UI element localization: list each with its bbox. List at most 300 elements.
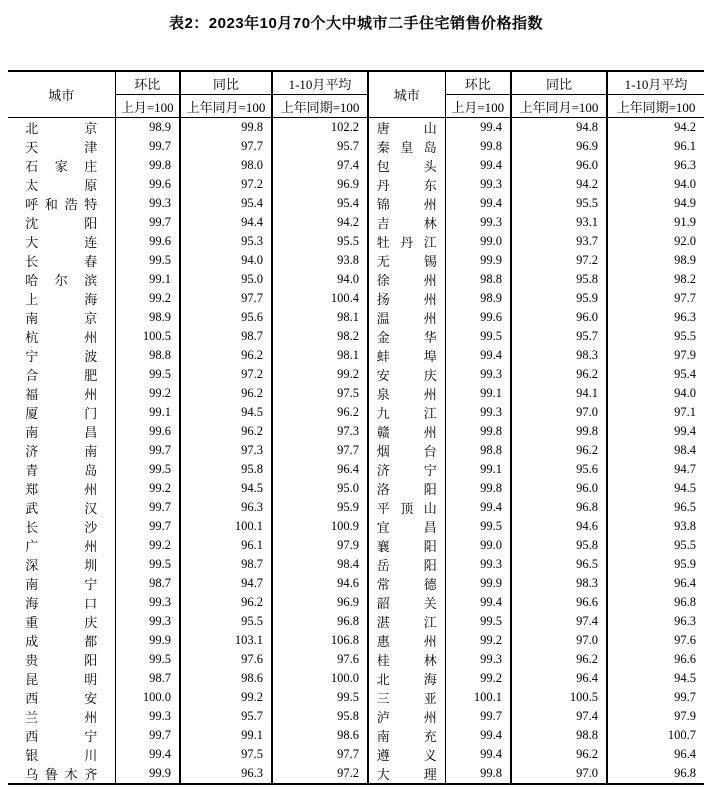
table-row [8,251,704,270]
avg-index-cell: 94.0 [607,384,704,403]
yoy-index-cell: 96.0 [511,308,607,327]
city-name: 平 顶 山 [376,501,437,516]
table-row [8,688,704,707]
avg-index-cell: 99.2 [272,365,368,384]
mom-index-cell: 99.9 [445,251,511,270]
mom-index-cell: 99.1 [445,384,511,403]
header-yoy-base-left: 上年同月=100 [180,95,272,118]
city-cell [8,707,115,726]
avg-index-cell: 98.9 [607,251,704,270]
yoy-index-cell: 94.2 [511,175,607,194]
mom-index-cell: 99.5 [115,365,180,384]
yoy-index-cell: 95.7 [180,707,272,726]
mom-index-cell: 99.8 [115,156,180,175]
yoy-index-cell: 96.2 [511,650,607,669]
yoy-index-cell: 96.6 [511,593,607,612]
city-name: 青 岛 [25,463,98,478]
city-name: 湛 江 [376,615,437,630]
mom-index-cell: 99.8 [445,137,511,156]
city-cell [368,194,445,213]
avg-index-cell: 96.8 [607,764,704,784]
table-row [8,194,704,213]
city-cell [368,137,445,156]
avg-index-cell: 95.4 [607,365,704,384]
city-cell [8,289,115,308]
city-name: 秦 皇 岛 [376,140,437,155]
avg-index-cell: 100.7 [607,726,704,745]
yoy-index-cell: 97.5 [180,745,272,764]
yoy-index-cell: 96.2 [180,593,272,612]
city-cell [8,232,115,251]
mom-index-cell: 99.4 [445,346,511,365]
mom-index-cell: 98.7 [115,669,180,688]
city-name: 杭 州 [25,330,98,345]
yoy-index-cell: 95.8 [511,270,607,289]
avg-index-cell: 97.7 [272,441,368,460]
city-cell [8,327,115,346]
city-name: 昆 明 [25,672,98,687]
avg-index-cell: 96.6 [607,650,704,669]
avg-index-cell: 97.6 [607,631,704,650]
table-row [8,555,704,574]
yoy-index-cell: 99.1 [180,726,272,745]
city-name: 济 宁 [376,463,437,478]
table-row [8,232,704,251]
city-cell [8,308,115,327]
avg-index-cell: 96.3 [607,612,704,631]
avg-index-cell: 96.9 [272,175,368,194]
avg-index-cell: 97.1 [607,403,704,422]
city-name: 福 州 [25,387,98,402]
city-name: 石 家 庄 [25,159,98,174]
avg-index-cell: 95.5 [272,232,368,251]
city-cell [8,156,115,175]
yoy-index-cell: 97.0 [511,403,607,422]
yoy-index-cell: 98.6 [180,669,272,688]
yoy-index-cell: 99.8 [511,422,607,441]
city-name: 广 州 [25,539,98,554]
city-cell [368,384,445,403]
yoy-index-cell: 95.8 [511,536,607,555]
city-cell [368,536,445,555]
header-yoy-base-right: 上年同月=100 [511,95,607,118]
avg-index-cell: 97.9 [607,707,704,726]
mom-index-cell: 99.3 [115,707,180,726]
avg-index-cell: 97.7 [607,289,704,308]
yoy-index-cell: 96.2 [180,422,272,441]
yoy-index-cell: 97.3 [180,441,272,460]
yoy-index-cell: 96.2 [511,745,607,764]
header-avg-base-right: 上年同期=100 [607,95,704,118]
yoy-index-cell: 96.5 [511,555,607,574]
city-name: 九 江 [376,406,437,421]
table-row [8,365,704,384]
city-cell [8,650,115,669]
city-cell [8,270,115,289]
city-name: 桂 林 [376,653,437,668]
header-city-left: 城市 [8,71,115,118]
header-mom-left: 环比 [115,71,180,95]
avg-index-cell: 96.4 [607,745,704,764]
yoy-index-cell: 94.5 [180,403,272,422]
mom-index-cell: 99.5 [445,327,511,346]
avg-index-cell: 95.5 [607,327,704,346]
avg-index-cell: 95.4 [272,194,368,213]
city-cell [8,745,115,764]
city-name: 遵 义 [376,748,437,763]
mom-index-cell: 99.3 [115,593,180,612]
yoy-index-cell: 94.4 [180,213,272,232]
city-name: 厦 门 [25,406,98,421]
city-name: 常 德 [376,577,437,592]
yoy-index-cell: 94.6 [511,517,607,536]
city-cell [368,232,445,251]
city-cell [8,764,115,784]
city-name: 重 庆 [25,615,98,630]
avg-index-cell: 96.4 [607,574,704,593]
avg-index-cell: 95.5 [607,536,704,555]
yoy-index-cell: 98.0 [180,156,272,175]
city-name: 南 京 [25,311,98,326]
city-name: 成 都 [25,634,98,649]
city-cell [8,536,115,555]
yoy-index-cell: 100.1 [180,517,272,536]
table-row [8,631,704,650]
mom-index-cell: 99.2 [115,536,180,555]
yoy-index-cell: 96.2 [180,346,272,365]
city-name: 南 昌 [25,425,98,440]
table-row [8,460,704,479]
avg-index-cell: 96.5 [607,498,704,517]
yoy-index-cell: 98.3 [511,346,607,365]
table-row [8,498,704,517]
mom-index-cell: 99.1 [115,270,180,289]
avg-index-cell: 95.8 [272,707,368,726]
avg-index-cell: 99.7 [607,688,704,707]
mom-index-cell: 99.3 [445,213,511,232]
city-cell [368,175,445,194]
avg-index-cell: 98.2 [272,327,368,346]
table-row [8,574,704,593]
city-name: 武 汉 [25,501,98,516]
city-name: 深 圳 [25,558,98,573]
yoy-index-cell: 98.3 [511,574,607,593]
avg-index-cell: 94.7 [607,460,704,479]
yoy-index-cell: 94.7 [180,574,272,593]
city-cell [368,631,445,650]
city-name: 金 华 [376,330,437,345]
city-name: 海 口 [25,596,98,611]
mom-index-cell: 99.6 [115,232,180,251]
avg-index-cell: 98.4 [607,441,704,460]
city-cell [8,137,115,156]
avg-index-cell: 95.0 [272,479,368,498]
city-name: 北 京 [25,121,98,136]
mom-index-cell: 99.2 [445,631,511,650]
table-row [8,308,704,327]
city-name: 天 津 [25,140,98,155]
city-cell [368,764,445,784]
city-cell [368,365,445,384]
mom-index-cell: 98.8 [115,346,180,365]
city-cell [8,365,115,384]
table-row [8,384,704,403]
city-cell [368,498,445,517]
table-row [8,175,704,194]
avg-index-cell: 94.5 [607,479,704,498]
yoy-index-cell: 94.8 [511,118,607,138]
city-cell [368,650,445,669]
header-mom-right: 环比 [445,71,511,95]
table-row [8,441,704,460]
yoy-index-cell: 96.3 [180,498,272,517]
city-name: 韶 关 [376,596,437,611]
yoy-index-cell: 95.4 [180,194,272,213]
mom-index-cell: 99.7 [115,441,180,460]
table-row [8,118,704,138]
mom-index-cell: 99.0 [445,232,511,251]
avg-index-cell: 98.2 [607,270,704,289]
city-cell [8,460,115,479]
city-name: 长 春 [25,254,98,269]
city-name: 银 川 [25,748,98,763]
city-cell [368,118,445,138]
city-name: 大 连 [25,235,98,250]
city-name: 长 沙 [25,520,98,535]
yoy-index-cell: 93.1 [511,213,607,232]
avg-index-cell: 92.0 [607,232,704,251]
yoy-index-cell: 96.1 [180,536,272,555]
avg-index-cell: 96.8 [272,612,368,631]
city-cell [8,118,115,138]
mom-index-cell: 99.1 [445,460,511,479]
city-name: 宜 昌 [376,520,437,535]
city-name: 唐 山 [376,121,437,136]
yoy-index-cell: 99.8 [180,118,272,138]
city-name: 吉 林 [376,216,437,231]
yoy-index-cell: 97.2 [180,365,272,384]
avg-index-cell: 97.9 [272,536,368,555]
table-row [8,593,704,612]
table-row [8,270,704,289]
avg-index-cell: 98.4 [272,555,368,574]
city-name: 牡 丹 江 [376,235,437,250]
city-name: 烟 台 [376,444,437,459]
city-name: 呼 和 浩 特 [25,197,98,212]
avg-index-cell: 97.2 [272,764,368,784]
avg-index-cell: 96.1 [607,137,704,156]
city-name: 包 头 [376,159,437,174]
document-page [0,12,712,785]
mom-index-cell: 99.9 [115,631,180,650]
mom-index-cell: 100.5 [115,327,180,346]
city-name: 宁 波 [25,349,98,364]
city-name: 沈 阳 [25,216,98,231]
city-cell [368,479,445,498]
mom-index-cell: 99.5 [115,251,180,270]
mom-index-cell: 99.7 [115,726,180,745]
mom-index-cell: 98.8 [445,441,511,460]
header-row-1 [8,71,704,95]
mom-index-cell: 99.3 [115,194,180,213]
city-cell [8,175,115,194]
yoy-index-cell: 97.4 [511,612,607,631]
avg-index-cell: 97.5 [272,384,368,403]
city-cell [8,194,115,213]
yoy-index-cell: 98.7 [180,327,272,346]
city-name: 无 锡 [376,254,437,269]
avg-index-cell: 102.2 [272,118,368,138]
city-name: 蚌 埠 [376,349,437,364]
city-cell [8,726,115,745]
avg-index-cell: 94.6 [272,574,368,593]
city-name: 合 肥 [25,368,98,383]
mom-index-cell: 98.9 [115,308,180,327]
avg-index-cell: 96.4 [272,460,368,479]
city-name: 哈 尔 滨 [25,273,98,288]
city-cell [8,403,115,422]
mom-index-cell: 99.7 [115,137,180,156]
city-cell [8,251,115,270]
city-cell [368,422,445,441]
city-cell [368,441,445,460]
city-cell [8,517,115,536]
mom-index-cell: 99.7 [115,213,180,232]
mom-index-cell: 99.2 [115,479,180,498]
city-cell [368,745,445,764]
city-cell [8,612,115,631]
yoy-index-cell: 95.6 [511,460,607,479]
city-cell [368,156,445,175]
yoy-index-cell: 97.2 [180,175,272,194]
city-cell [368,346,445,365]
avg-index-cell: 99.4 [607,422,704,441]
yoy-index-cell: 96.9 [511,137,607,156]
city-name: 南 宁 [25,577,98,592]
city-cell [368,726,445,745]
mom-index-cell: 99.4 [445,118,511,138]
mom-index-cell: 98.8 [445,270,511,289]
city-cell [8,631,115,650]
mom-index-cell: 99.5 [115,555,180,574]
table-row [8,707,704,726]
yoy-index-cell: 94.0 [180,251,272,270]
yoy-index-cell: 96.8 [511,498,607,517]
yoy-index-cell: 95.7 [511,327,607,346]
avg-index-cell: 94.2 [272,213,368,232]
yoy-index-cell: 94.1 [511,384,607,403]
avg-index-cell: 93.8 [607,517,704,536]
avg-index-cell: 94.2 [607,118,704,138]
mom-index-cell: 99.2 [445,669,511,688]
mom-index-cell: 99.2 [115,289,180,308]
city-cell [368,289,445,308]
yoy-index-cell: 99.2 [180,688,272,707]
avg-index-cell: 95.7 [272,137,368,156]
avg-index-cell: 96.9 [272,593,368,612]
city-cell [368,707,445,726]
city-name: 泸 州 [376,710,437,725]
city-name: 兰 州 [25,710,98,725]
city-cell [8,498,115,517]
table-row [8,479,704,498]
yoy-index-cell: 95.3 [180,232,272,251]
yoy-index-cell: 95.0 [180,270,272,289]
city-name: 徐 州 [376,273,437,288]
city-cell [8,346,115,365]
avg-index-cell: 100.4 [272,289,368,308]
city-name: 南 充 [376,729,437,744]
avg-index-cell: 96.3 [607,156,704,175]
mom-index-cell: 99.3 [115,612,180,631]
city-name: 北 海 [376,672,437,687]
table-row [8,346,704,365]
yoy-index-cell: 97.2 [511,251,607,270]
table-row [8,289,704,308]
table-row [8,669,704,688]
avg-index-cell: 94.9 [607,194,704,213]
city-name: 西 宁 [25,729,98,744]
city-cell [8,479,115,498]
city-name: 泉 州 [376,387,437,402]
city-cell [8,574,115,593]
yoy-index-cell: 103.1 [180,631,272,650]
mom-index-cell: 99.4 [115,745,180,764]
avg-index-cell: 98.6 [272,726,368,745]
city-name: 安 庆 [376,368,437,383]
avg-index-cell: 97.7 [272,745,368,764]
table-row [8,213,704,232]
avg-index-cell: 91.9 [607,213,704,232]
mom-index-cell: 99.2 [115,384,180,403]
table-row [8,517,704,536]
city-cell [368,251,445,270]
yoy-index-cell: 93.7 [511,232,607,251]
yoy-index-cell: 97.7 [180,289,272,308]
header-avg-left: 1-10月平均 [272,71,368,95]
mom-index-cell: 99.3 [445,650,511,669]
mom-index-cell: 99.3 [445,403,511,422]
city-cell [368,517,445,536]
mom-index-cell: 99.5 [445,517,511,536]
yoy-index-cell: 95.5 [511,194,607,213]
mom-index-cell: 98.9 [445,289,511,308]
mom-index-cell: 99.7 [115,498,180,517]
city-name: 郑 州 [25,482,98,497]
avg-index-cell: 100.9 [272,517,368,536]
avg-index-cell: 97.9 [607,346,704,365]
mom-index-cell: 98.9 [115,118,180,138]
table-row [8,536,704,555]
table-row [8,137,704,156]
mom-index-cell: 99.5 [115,650,180,669]
mom-index-cell: 99.1 [115,403,180,422]
table-body [8,118,704,785]
table-row [8,726,704,745]
mom-index-cell: 99.4 [445,498,511,517]
mom-index-cell: 99.8 [445,764,511,784]
city-cell [368,574,445,593]
mom-index-cell: 99.3 [445,175,511,194]
table-row [8,764,704,784]
avg-index-cell: 96.2 [272,403,368,422]
city-cell [8,441,115,460]
mom-index-cell: 99.7 [445,707,511,726]
yoy-index-cell: 96.0 [511,479,607,498]
header-avg-right: 1-10月平均 [607,71,704,95]
city-name: 洛 阳 [376,482,437,497]
avg-index-cell: 97.3 [272,422,368,441]
